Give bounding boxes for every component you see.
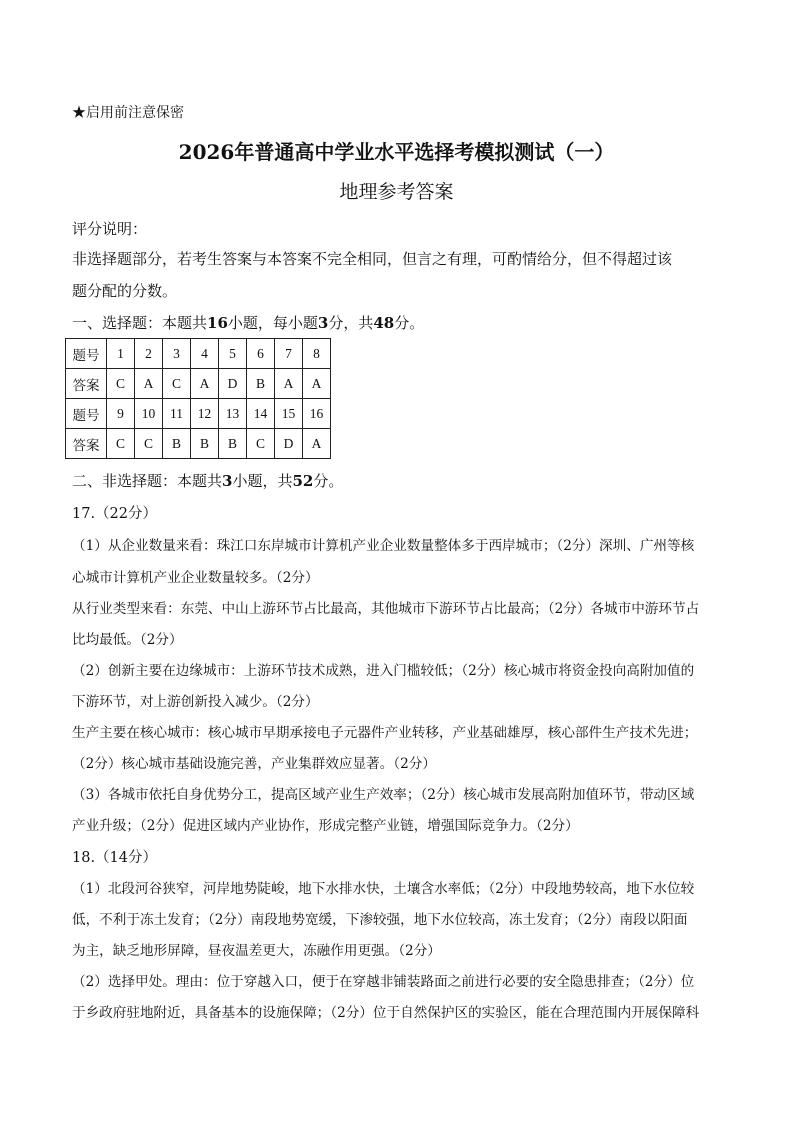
q17-line: 心城市计算机产业企业数量较多。（2分） [72,570,319,586]
table-cell: 2 [135,339,163,369]
table-row [66,429,331,459]
table-cell: A [303,369,331,399]
table-cell: B [247,369,275,399]
table-cell: 1 [107,339,135,369]
table-cell: 15 [275,399,303,429]
table-cell: 10 [135,399,163,429]
table-cell: A [275,369,303,399]
table-cell: A [191,369,219,399]
table-cell: 11 [163,399,191,429]
section1-heading [72,312,424,333]
section2-mid: 小题，共 [232,472,293,490]
table-cell: 7 [275,339,303,369]
table-cell: B [191,429,219,459]
q18-heading: 18.（14分） [72,850,158,866]
table-cell: 答案 [66,369,107,399]
section2-heading [72,470,343,491]
section1-post: 分。 [394,314,425,332]
scoring-line-1: 非选择题部分，若考生答案与本答案不完全相同，但言之有理，可酌情给分，但不得超过该 [72,250,673,268]
q18-line: 低，不利于冻土发育；（2分）南段地势宽缓，下渗较强，地下水位较高，冻土发育；（2分）南段以阳面 [72,912,688,928]
table-cell: 4 [191,339,219,369]
table-cell: 题号 [66,399,107,429]
q17-line: （3）各城市依托自身优势分工，提高区域产业生产效率；（2分）核心城市发展高附加值环节，带动区域 [72,787,695,803]
table-cell: 14 [247,399,275,429]
table-cell: D [275,429,303,459]
page-title: 2026年普通高中学业水平选择考模拟测试（一） [178,140,615,164]
section1-mid2: 分，共 [328,314,374,332]
table-row [66,369,331,399]
q17-line: 生产主要在核心城市：核心城市早期承接电子元器件产业转移，产业基础雄厚，核心部件生产技术先进； [72,725,698,741]
q17-heading: 17.（22分） [72,506,158,522]
section2-pre: 二、非选择题：本题共 [72,472,223,490]
answer-table [65,338,331,459]
table-cell: D [219,369,247,399]
table-cell: 3 [163,339,191,369]
table-cell: 5 [219,339,247,369]
section1-count: 16 [207,314,228,332]
table-cell: 9 [107,399,135,429]
q18-line: （2）选择甲处。理由：位于穿越入口，便于在穿越非铺装路面之前进行必要的安全隐患排查；（2分）位 [72,974,695,990]
section1-pre: 一、选择题：本题共 [72,314,208,332]
confidential-notice: ★启用前注意保密 [72,105,184,121]
q18-line: （1）北段河谷狭窄，河岸地势陡峻，地下水排水快，土壤含水率低；（2分）中段地势较高，地下水位较 [72,881,695,897]
section2-total: 52 [292,472,314,490]
scoring-heading: 评分说明： [72,220,148,238]
q17-line: 下游环节，对上游创新投入减少。（2分） [72,694,319,710]
table-cell: 13 [219,399,247,429]
table-row [66,399,331,429]
q17-line: （1）从企业数量来看：珠江口东岸城市计算机产业企业数量整体多于西岸城市；（2分）深圳、广州等核 [72,538,695,554]
q17-line: 产业升级；（2分）促进区域内产业协作，形成完整产业链，增强国际竞争力。（2分） [72,818,579,834]
section2-post: 分。 [313,472,344,490]
table-cell: 16 [303,399,331,429]
table-cell: 题号 [66,339,107,369]
q17-line: （2）创新主要在边缘城市：上游环节技术成熟，进入门槛较低；（2分）核心城市将资金投向高附加值的 [72,663,695,679]
table-cell: B [163,429,191,459]
section1-each: 3 [317,314,329,332]
table-cell: 6 [247,339,275,369]
table-cell: 答案 [66,429,107,459]
table-cell: C [107,429,135,459]
q17-line: 比均最低。（2分） [72,632,183,648]
table-cell: C [107,369,135,399]
table-cell: 12 [191,399,219,429]
table-cell: 8 [303,339,331,369]
q17-line: 从行业类型来看：东莞、中山上游环节占比最高，其他城市下游环节占比最高；（2分）各城市中游环节占 [72,601,700,617]
section2-count: 3 [222,472,233,490]
section1-mid1: 小题，每小题 [227,314,318,332]
page-subtitle: 地理参考答案 [339,181,454,203]
q17-line: （2分）核心城市基础设施完善，产业集群效应显著。（2分） [72,756,436,772]
table-cell: C [135,429,163,459]
table-cell: A [135,369,163,399]
table-cell: A [303,429,331,459]
q18-line: 于乡政府驻地附近，具备基本的设施保障；（2分）位于自然保护区的实验区，能在合理范围内开展保障科 [72,1005,700,1021]
section1-total: 48 [373,314,395,332]
table-cell: C [247,429,275,459]
q18-line: 为主，缺乏地形屏障，昼夜温差更大，冻融作用更强。（2分） [72,943,441,959]
table-row [66,339,331,369]
table-cell: B [219,429,247,459]
scoring-line-2: 题分配的分数。 [72,282,178,300]
table-cell: C [163,369,191,399]
